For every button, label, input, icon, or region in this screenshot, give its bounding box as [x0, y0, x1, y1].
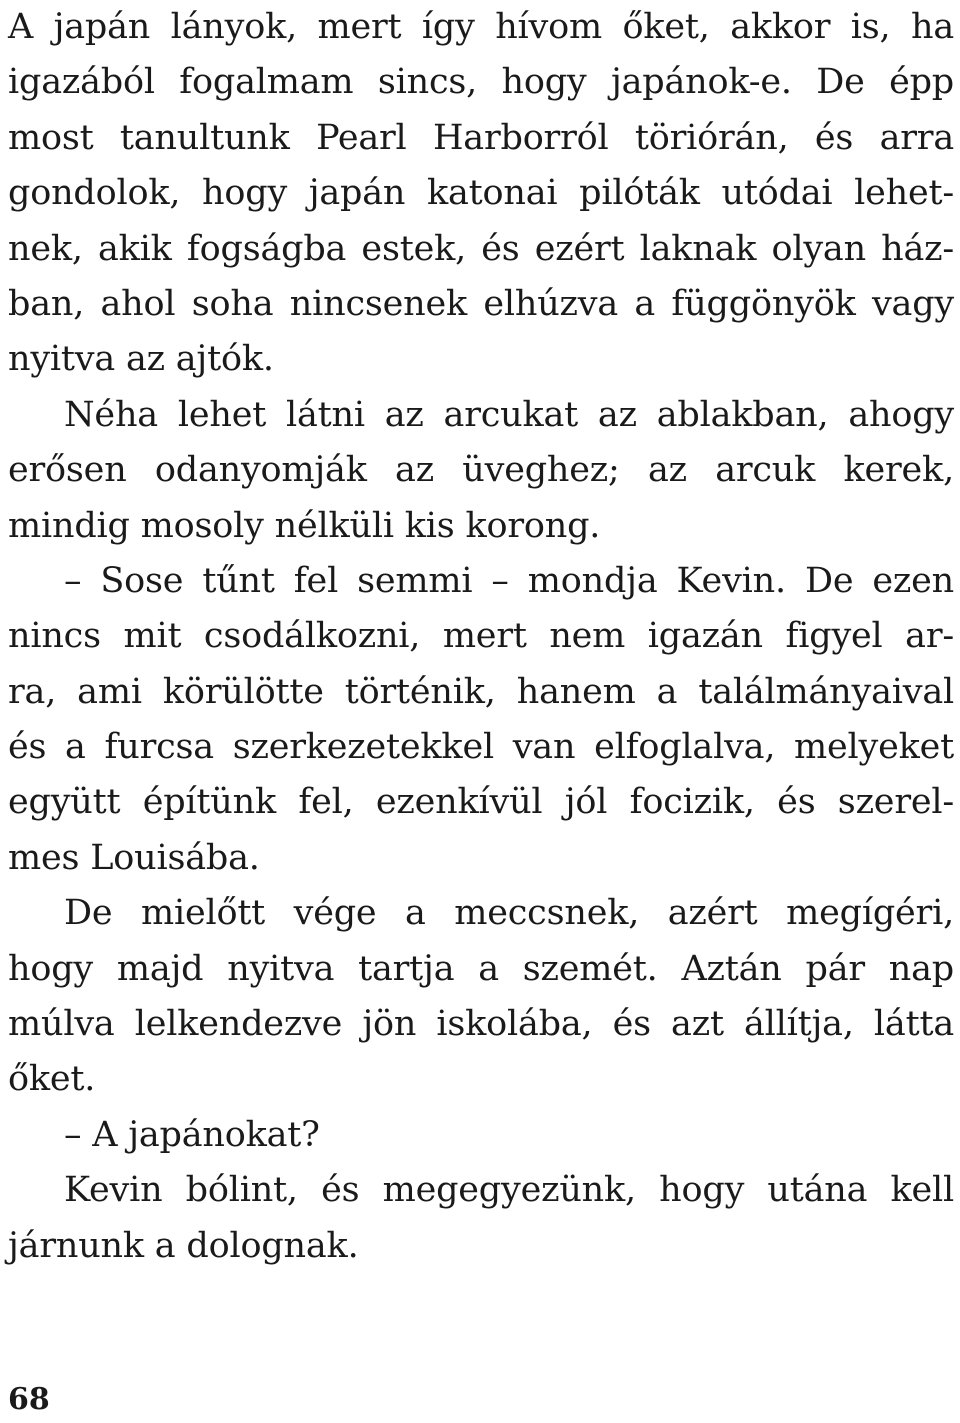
text-line: ra, ami körülötte történik, hanem a találmányaival — [8, 671, 954, 712]
text-line: Néha lehet látni az arcukat az ablakban, ahogy — [64, 394, 954, 435]
text-line: mindig mosoly nélküli kis korong. — [8, 505, 601, 546]
text-line: igazából fogalmam sincs, hogy japánok-e. De épp — [8, 62, 954, 103]
text-line: – A japánokat? — [64, 1114, 320, 1155]
text-line: őket. — [8, 1059, 96, 1100]
text-line: nek, akik fogságba estek, és ezért laknak olyan ház- — [8, 228, 954, 269]
text-line: nincs mit csodálkozni, mert nem igazán figyel ar- — [8, 616, 954, 657]
text-line: együtt építünk fel, ezenkívül jól focizik, és szerel- — [8, 782, 954, 823]
text-line: De mielőtt vége a meccsnek, azért megígéri, — [64, 893, 954, 934]
page-body — [8, 0, 954, 1274]
paragraph — [8, 1163, 954, 1274]
paragraph — [8, 886, 954, 1108]
text-line: nyitva az ajtók. — [8, 339, 274, 380]
text-line: most tanultunk Pearl Harborról töriórán, és arra — [8, 117, 954, 158]
text-line: ban, ahol soha nincsenek elhúzva a függönyök vagy — [8, 283, 954, 324]
paragraph — [8, 554, 954, 886]
text-line: – Sose tűnt fel semmi – mondja Kevin. De ezen — [64, 560, 954, 601]
text-line: A japán lányok, mert így hívom őket, akkor is, ha — [8, 7, 954, 47]
text-line: mes Louisába. — [8, 837, 260, 878]
text-line: múlva lelkendezve jön iskolába, és azt állítja, látta — [8, 1004, 954, 1045]
page-number: 68 — [8, 1382, 50, 1417]
text-line: hogy majd nyitva tartja a szemét. Aztán pár nap — [8, 948, 954, 989]
text-line: gondolok, hogy japán katonai pilóták utódai lehet- — [8, 173, 954, 214]
paragraph — [8, 0, 954, 388]
paragraph — [8, 1108, 954, 1163]
text-line: és a furcsa szerkezetekkel van elfoglalva, melyeket — [8, 727, 954, 768]
text-line: erősen odanyomják az üveghez; az arcuk kerek, — [8, 450, 954, 491]
text-line: Kevin bólint, és megegyezünk, hogy utána kell — [64, 1170, 954, 1211]
paragraph — [8, 388, 954, 554]
text-line: járnunk a dolognak. — [8, 1225, 359, 1266]
